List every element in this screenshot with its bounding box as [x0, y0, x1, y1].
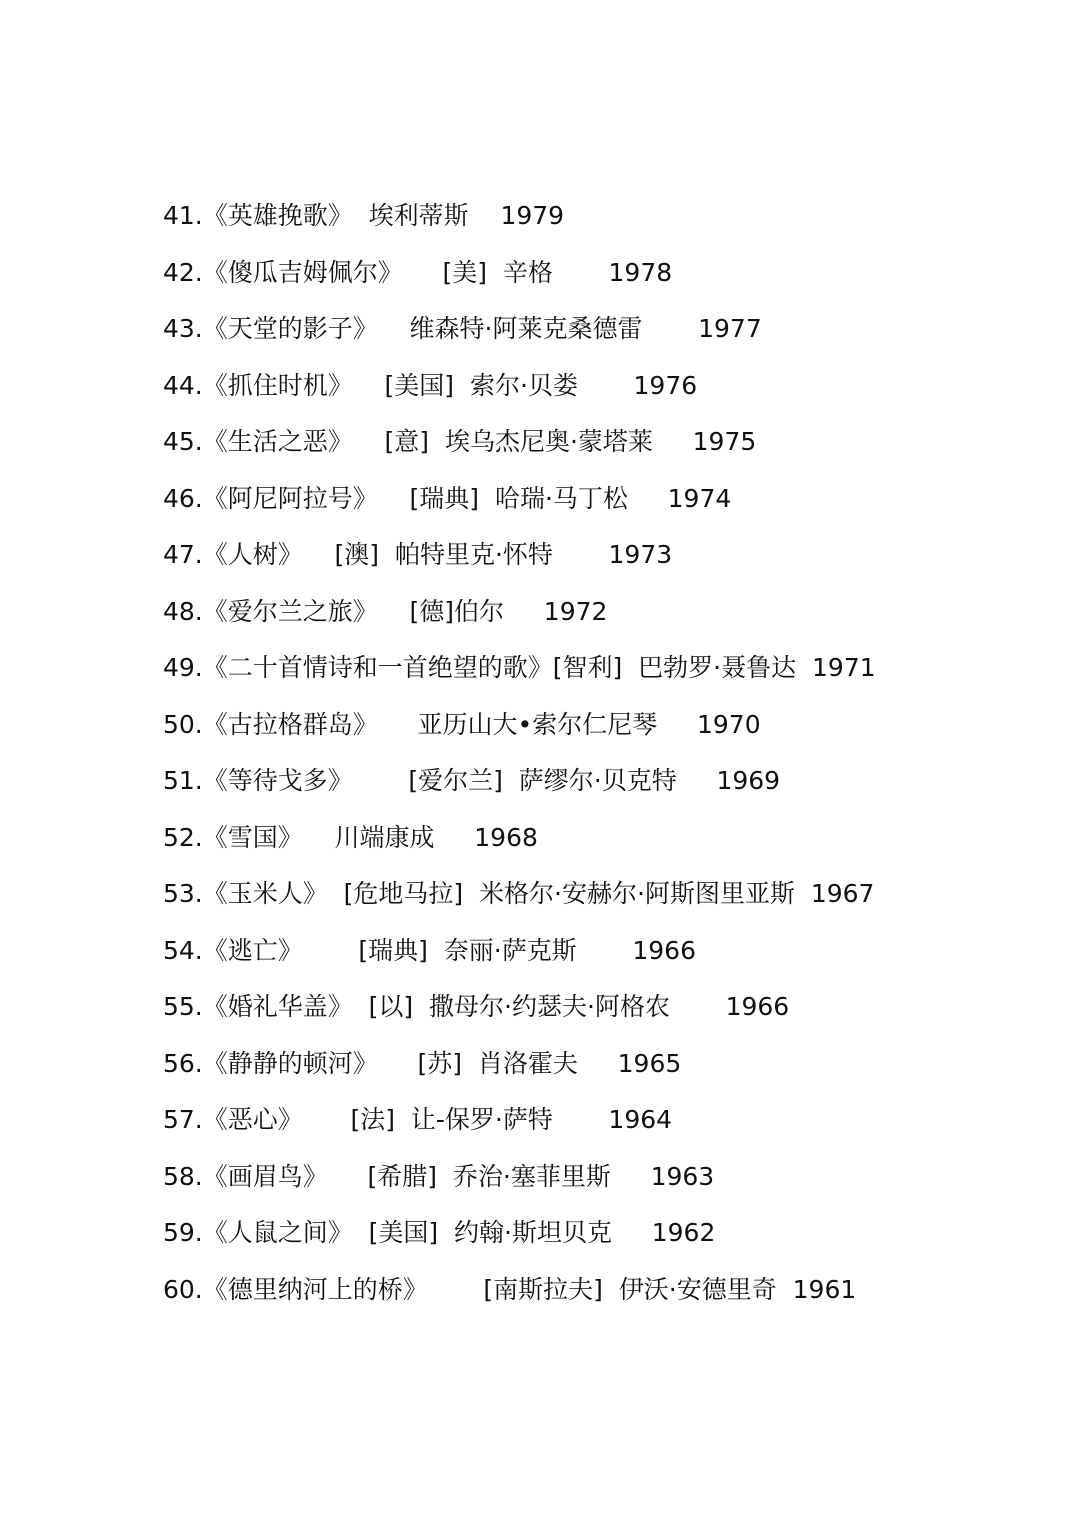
list-item: 42.《傻瓜吉姆佩尔》 [美] 辛格 1978 — [163, 257, 673, 287]
list-item: 51.《等待戈多》 [爱尔兰] 萨缪尔·贝克特 1969 — [163, 766, 781, 795]
list-item: 55.《婚礼华盖》 [以] 撒母尔·约瑟夫·阿格农 1966 — [163, 992, 790, 1021]
list-item: 47.《人树》 [澳] 帕特里克·怀特 1973 — [163, 540, 673, 569]
list-item: 58.《画眉鸟》 [希腊] 乔治·塞菲里斯 1963 — [163, 1161, 715, 1191]
list-item: 52.《雪国》 川端康成 1968 — [163, 822, 538, 852]
list-item: 43.《天堂的影子》 维森特·阿莱克桑德雷 1977 — [163, 314, 762, 343]
list-item: 41.《英雄挽歌》 埃利蒂斯 1979 — [163, 201, 565, 230]
list-item: 57.《恶心》 [法] 让-保罗·萨特 1964 — [163, 1105, 673, 1134]
list-item: 54.《逃亡》 [瑞典] 奈丽·萨克斯 1966 — [163, 935, 696, 965]
list-item: 50.《古拉格群岛》 亚历山大•索尔仁尼琴 1970 — [163, 709, 761, 739]
list-item: 45.《生活之恶》 [意] 埃乌杰尼奥·蒙塔莱 1975 — [163, 427, 757, 456]
list-item: 53.《玉米人》 [危地马拉] 米格尔·安赫尔·阿斯图里亚斯 1967 — [163, 879, 875, 908]
list-item: 56.《静静的顿河》 [苏] 肖洛霍夫 1965 — [163, 1048, 682, 1078]
list-item: 60.《德里纳河上的桥》 [南斯拉夫] 伊沃·安德里奇 1961 — [163, 1274, 857, 1304]
list-item: 59.《人鼠之间》 [美国] 约翰·斯坦贝克 1962 — [163, 1218, 716, 1247]
list-item: 48.《爱尔兰之旅》 [德]伯尔 1972 — [163, 596, 608, 626]
book-list — [163, 194, 1023, 1324]
list-item: 46.《阿尼阿拉号》 [瑞典] 哈瑞·马丁松 1974 — [163, 483, 732, 513]
list-item: 44.《抓住时机》 [美国] 索尔·贝娄 1976 — [163, 370, 698, 400]
list-item: 49.《二十首情诗和一首绝望的歌》[智利] 巴勃罗·聂鲁达 1971 — [163, 653, 876, 682]
